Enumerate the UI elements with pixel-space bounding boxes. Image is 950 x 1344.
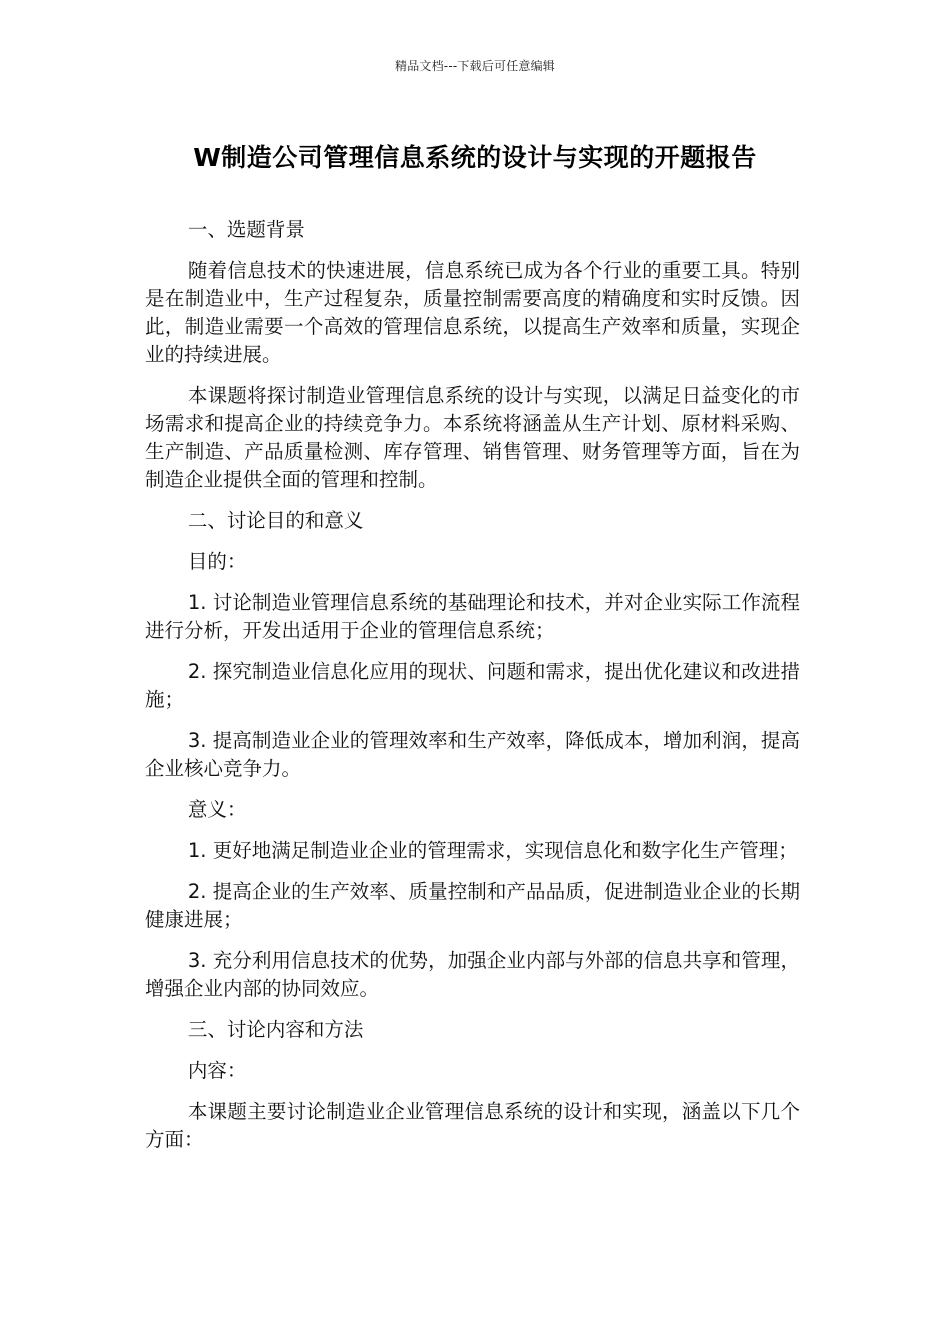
document-body bbox=[145, 216, 800, 1167]
subheading-significance: 意义： bbox=[187, 798, 247, 821]
subheading-purpose: 目的： bbox=[187, 550, 247, 573]
header-note: 精品文档---下载后可任意编辑 bbox=[395, 59, 555, 73]
section-heading-purpose: 二、讨论目的和意义 bbox=[187, 509, 364, 532]
list-item: 2. 探究制造业信息化应用的现状、问题和需求，提出优化建议和改进措施； bbox=[145, 660, 800, 711]
document-title: W制造公司管理信息系统的设计与实现的开题报告 bbox=[193, 143, 757, 172]
paragraph: 本课题主要讨论制造业企业管理信息系统的设计和实现，涵盖以下几个方面： bbox=[145, 1100, 800, 1151]
list-item: 3. 提高制造业企业的管理效率和生产效率，降低成本，增加利润，提高企业核心竞争力。 bbox=[145, 729, 800, 780]
paragraph: 随着信息技术的快速进展，信息系统已成为各个行业的重要工具。特别是在制造业中，生产过程复杂，质量控制需要高度的精确度和实时反馈。因此，制造业需要一个高效的管理信息系统，以提高生产效率和质量，实现企业的持续进展。 bbox=[145, 259, 800, 366]
list-item: 1. 更好地满足制造业企业的管理需求，实现信息化和数字化生产管理； bbox=[187, 839, 798, 862]
section-heading-background: 一、选题背景 bbox=[187, 218, 305, 241]
paragraph: 本课题将探讨制造业管理信息系统的设计与实现，以满足日益变化的市场需求和提高企业的持续竞争力。本系统将涵盖从生产计划、原材料采购、生产制造、产品质量检测、库存管理、销售管理、财务管理等方面，旨在为制造企业提供全面的管理和控制。 bbox=[145, 384, 800, 491]
section-heading-content: 三、讨论内容和方法 bbox=[187, 1018, 364, 1041]
list-item: 1. 讨论制造业管理信息系统的基础理论和技术，并对企业实际工作流程进行分析，开发出适用于企业的管理信息系统； bbox=[145, 591, 800, 642]
list-item: 2. 提高企业的生产效率、质量控制和产品品质，促进制造业企业的长期健康进展； bbox=[145, 880, 800, 931]
list-item: 3. 充分利用信息技术的优势，加强企业内部与外部的信息共享和管理，增强企业内部的协同效应。 bbox=[145, 949, 800, 1000]
subheading-content: 内容： bbox=[187, 1059, 247, 1082]
